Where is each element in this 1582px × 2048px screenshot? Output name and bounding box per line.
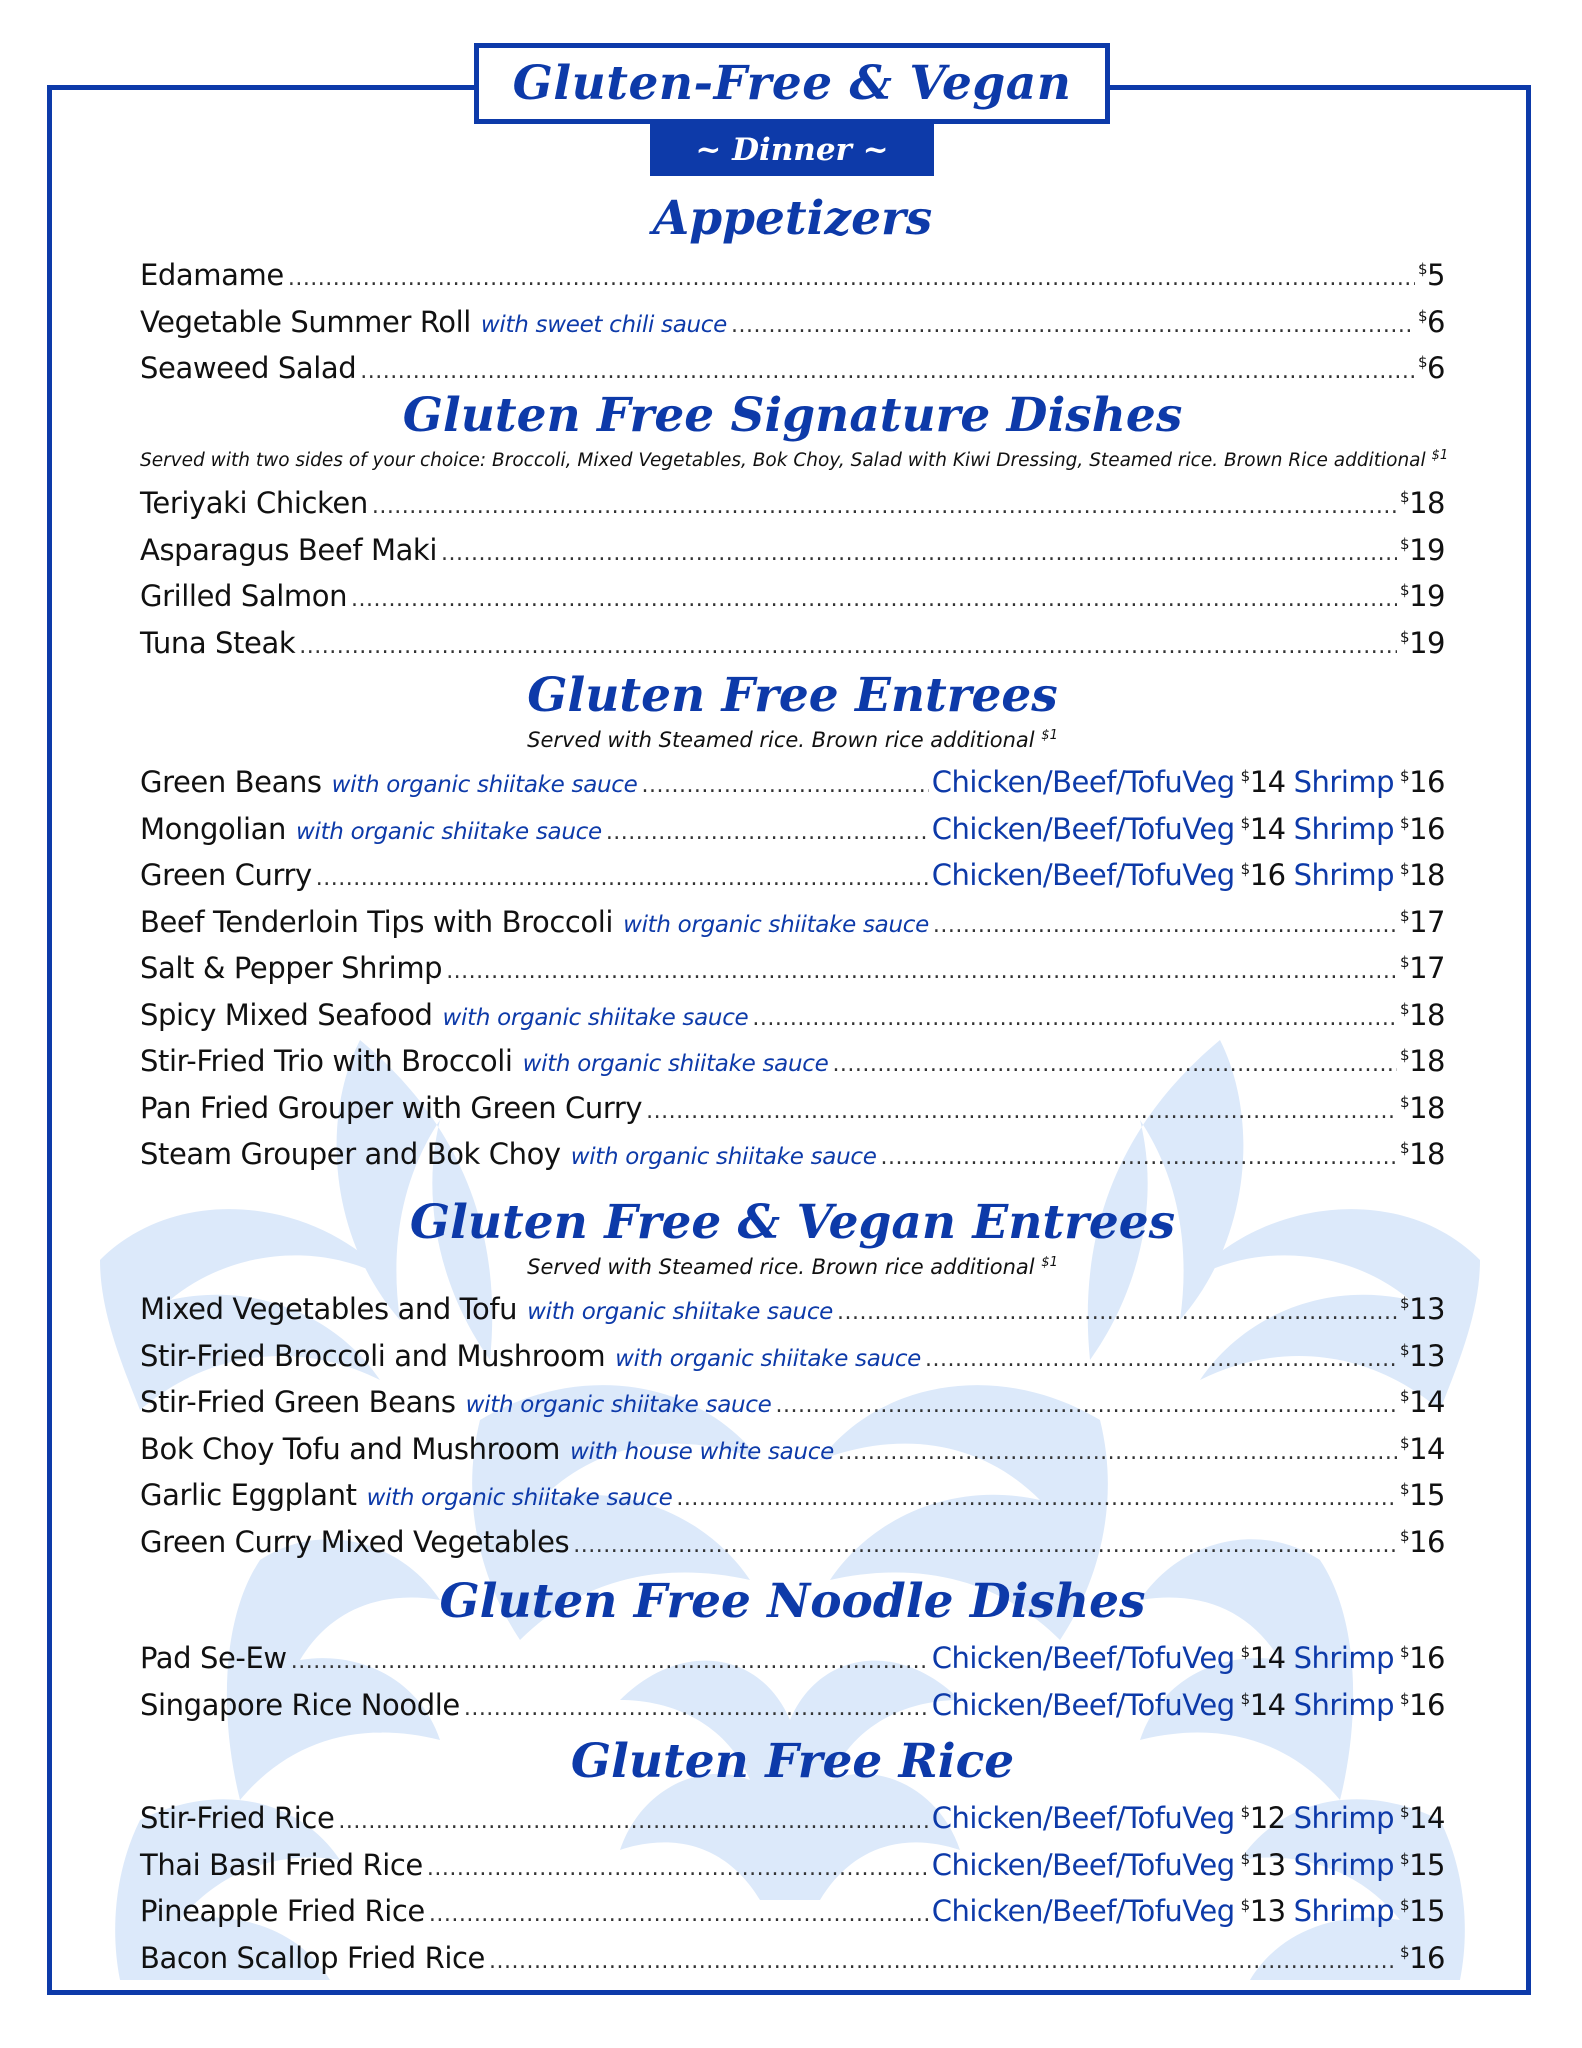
shrimp-price: $16 [1400,1641,1445,1675]
item-sauce-note: with organic shiitake sauce [366,1485,673,1511]
shrimp-price: $15 [1400,1847,1445,1882]
item-price: $14 [1240,811,1286,846]
section-appetizers [140,192,1445,386]
item-price: $18 [1400,1137,1445,1171]
protein-options: Chicken/Beef/TofuVeg $16 Shrimp $18 [931,858,1445,892]
item-price: $14 [1400,1385,1445,1419]
item-name: Stir-Fried Trio with Broccoli [140,1044,513,1078]
item-name: Pan Fried Grouper with Green Curry [140,1090,643,1125]
section-title: Gluten Free Entrees [527,668,1058,723]
dot-leader [646,1085,1397,1136]
menu-item [140,293,1445,340]
item-price: $5 [1418,258,1445,292]
menu-item [140,1513,1445,1560]
dot-leader [464,1682,929,1733]
menu-title: Gluten-Free & Vegan [474,43,1110,124]
item-price: $15 [1400,1478,1445,1512]
section-signature-dishes [140,388,1449,660]
item-price: $13 [1400,1292,1445,1326]
section-noodle-dishes [140,1575,1445,1722]
dot-leader [731,299,1415,350]
item-name: Steam Grouper and Bok Choy [140,1137,561,1171]
dot-leader [429,1888,929,1939]
protein-options: Chicken/Beef/TofuVeg $12 Shrimp $14 [931,1801,1445,1835]
item-price: $6 [1418,304,1445,339]
item-price: $16 [1400,1524,1445,1559]
dot-leader [925,1333,1397,1384]
menu-subtitle: ~ Dinner ~ [650,124,934,176]
menu-item [140,846,1445,893]
item-price: $17 [1400,951,1445,985]
item-price: $14 [1400,1431,1445,1466]
section-title: Gluten Free & Vegan Entrees [409,1195,1176,1250]
dot-leader [641,759,928,810]
menu-item [140,1836,1445,1883]
item-price: $14 [1240,1687,1286,1722]
item-name: Asparagus Beef Maki [140,532,437,567]
menu-item [140,1676,1445,1723]
item-sauce-note: with organic shiitake sauce [570,1144,877,1170]
menu-item [140,567,1445,614]
shrimp-price: $16 [1400,765,1445,799]
menu-item [140,1789,1445,1836]
section-rice [140,1735,1445,1975]
item-name: Pad Se-Ew [140,1641,287,1675]
item-name: Green Curry Mixed Vegetables [140,1524,570,1559]
item-name: Grilled Salmon [140,579,348,614]
shrimp-price: $18 [1400,858,1445,892]
section-entrees [140,669,1445,1172]
section-vegan-entrees [140,1196,1445,1559]
section-note: Served with two sides of your choice: Broccoli, Mixed Vegetables, Bok Choy, Salad with Kiwi Dressing, Steamed rice. Brown Rice additional $^{\$1}$ [140,448,1449,472]
dot-leader [427,1842,929,1893]
dot-leader [446,945,1397,996]
item-name: Green Curry [140,858,312,892]
item-price: $13 [1240,1894,1286,1928]
item-name: Thai Basil Fried Rice [140,1847,423,1882]
dot-leader [372,480,1397,531]
dot-leader [441,527,1397,578]
menu-item [140,521,1445,568]
item-sauce-note: with organic shiitake sauce [331,772,638,798]
section-note: Served with Steamed rice. Brown rice additional $^{\$1}$ [527,1255,1058,1279]
dot-leader [489,1935,1397,1986]
item-price: $12 [1240,1801,1286,1835]
item-name: Beef Tenderloin Tips with Broccoli [140,904,614,939]
dot-leader [606,806,929,857]
item-price: $17 [1400,904,1445,939]
item-name: Singapore Rice Noodle [140,1687,460,1722]
dot-leader [288,252,1415,303]
item-price: $16 [1240,858,1286,892]
item-sauce-note: with house white sauce [570,1438,834,1465]
menu-item [140,1373,1445,1420]
protein-options: Chicken/Beef/TofuVeg $14 Shrimp $16 [931,811,1445,846]
section-title: Gluten Free Rice [570,1734,1015,1789]
dot-leader [299,620,1397,671]
item-sauce-note: with organic shiitake sauce [615,1345,922,1372]
dot-leader [832,1038,1397,1089]
dot-leader [573,1519,1397,1570]
dot-leader [752,992,1397,1043]
dot-leader [881,1131,1398,1182]
protein-options: Chicken/Beef/TofuVeg $14 Shrimp $16 [931,1687,1445,1722]
menu-item [140,1466,1445,1513]
item-sauce-note: with sweet chili sauce [480,311,728,338]
item-price: $18 [1400,1090,1445,1125]
item-price: $13 [1400,1338,1445,1373]
item-price: $14 [1240,1641,1286,1675]
item-name: Mixed Vegetables and Tofu [140,1292,518,1326]
item-name: Vegetable Summer Roll [140,304,471,339]
dot-leader [933,899,1397,950]
shrimp-price: $16 [1400,1687,1445,1722]
protein-options: Chicken/Beef/TofuVeg $14 Shrimp $16 [931,1641,1445,1675]
menu-item [140,246,1445,293]
item-name: Seaweed Salad [140,351,357,385]
item-sauce-note: with organic shiitake sauce [295,818,602,845]
dot-leader [837,1286,1397,1337]
item-price: $16 [1400,1940,1445,1975]
shrimp-price: $15 [1400,1894,1445,1928]
item-price: $19 [1400,625,1445,660]
item-sauce-note: with organic shiitake sauce [623,911,929,938]
menu-item [140,1882,1445,1929]
menu-item [140,1629,1445,1676]
menu-item [140,339,1445,386]
item-name: Teriyaki Chicken [140,486,368,521]
shrimp-price: $14 [1400,1801,1445,1835]
item-price: $18 [1400,486,1445,521]
menu-item [140,939,1445,986]
item-name: Salt & Pepper Shrimp [140,951,443,985]
menu-item [140,1280,1445,1327]
item-sauce-note: with organic shiitake sauce [527,1299,834,1325]
item-name: Stir-Fried Broccoli and Mushroom [140,1338,606,1373]
item-price: $19 [1400,532,1445,567]
item-sauce-note: with organic shiitake sauce [522,1051,829,1077]
menu-item [140,1079,1445,1126]
item-price: $19 [1400,579,1445,614]
item-name: Mongolian [140,811,286,846]
item-name: Tuna Steak [140,625,296,660]
dot-leader [338,1795,928,1846]
protein-options: Chicken/Beef/TofuVeg $13 Shrimp $15 [931,1847,1445,1882]
item-name: Edamame [140,258,284,292]
item-name: Green Beans [140,765,322,799]
item-sauce-note: with organic shiitake sauce [442,1004,749,1031]
menu-item [140,753,1445,800]
dot-leader [291,1635,929,1686]
protein-options: Chicken/Beef/TofuVeg $14 Shrimp $16 [931,765,1445,799]
dot-leader [775,1379,1397,1430]
item-price: $13 [1240,1847,1286,1882]
section-title: Gluten Free Noodle Dishes [439,1574,1146,1629]
item-name: Spicy Mixed Seafood [140,997,433,1032]
section-title: Gluten Free Signature Dishes [402,388,1183,443]
menu-item [140,986,1445,1033]
item-price: $18 [1400,997,1445,1032]
dot-leader [676,1472,1397,1523]
item-name: Stir-Fried Green Beans [140,1385,456,1419]
menu-item [140,474,1445,521]
item-name: Bok Choy Tofu and Mushroom [140,1431,561,1466]
shrimp-price: $16 [1400,811,1445,846]
section-note: Served with Steamed rice. Brown rice additional $^{\$1}$ [527,728,1058,752]
item-name: Stir-Fried Rice [140,1801,335,1835]
item-sauce-note: with organic shiitake sauce [465,1392,772,1418]
section-title: Appetizers [652,191,933,246]
item-price: $14 [1240,765,1286,799]
protein-options: Chicken/Beef/TofuVeg $13 Shrimp $15 [931,1894,1445,1928]
item-name: Garlic Eggplant [140,1478,357,1512]
dot-leader [316,852,929,903]
item-price: $6 [1418,351,1445,385]
dot-leader [838,1426,1397,1477]
menu-item [140,1929,1445,1976]
item-name: Bacon Scallop Fried Rice [140,1940,485,1975]
dot-leader [351,573,1397,624]
item-name: Pineapple Fried Rice [140,1894,425,1928]
item-price: $18 [1400,1044,1445,1078]
menu-item [140,614,1445,661]
